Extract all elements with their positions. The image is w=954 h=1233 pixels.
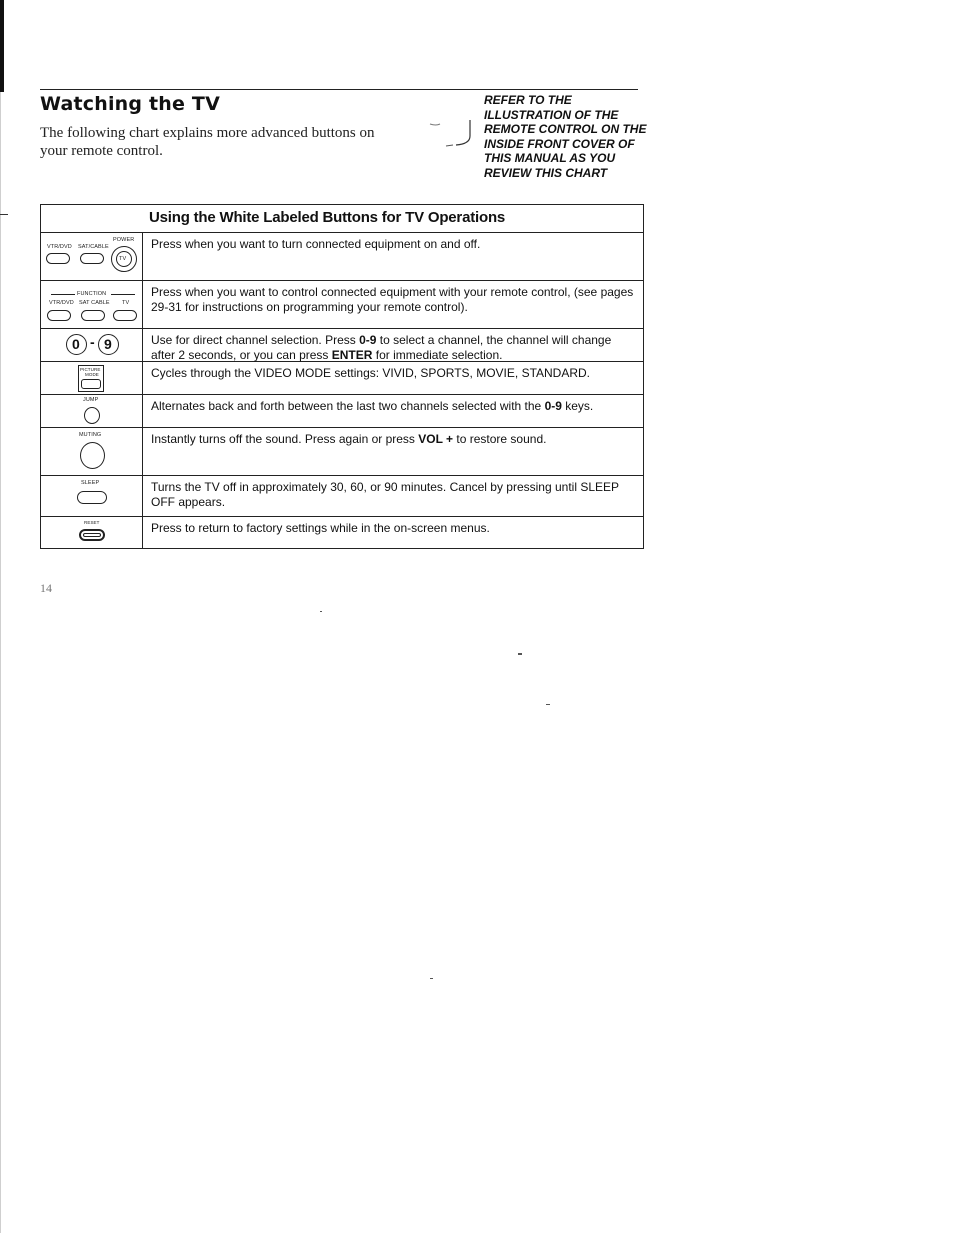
vtr-dvd-function-button[interactable] — [47, 310, 71, 321]
tv-label: TV — [119, 256, 127, 262]
muting-button[interactable] — [80, 442, 105, 469]
reset-label: RESET — [84, 520, 100, 525]
scan-speck — [320, 611, 322, 612]
numbers-desc-key-0-9: 0-9 — [359, 333, 377, 347]
zero-label: 0 — [72, 336, 80, 352]
nine-label: 9 — [104, 336, 112, 352]
muting-desc-text-2: to restore sound. — [453, 432, 547, 446]
tv-power-button[interactable] — [111, 246, 137, 272]
sat-cable-label: SAT/CABLE — [78, 244, 109, 250]
picture-label: PICTURE — [80, 367, 101, 372]
picture-mode-graphic — [41, 362, 143, 394]
vtr-dvd-function-label: VTR/DVD — [49, 300, 74, 306]
scan-speck — [430, 978, 433, 979]
table-row-power — [41, 233, 643, 281]
sleep-label: SLEEP — [81, 480, 100, 486]
jump-button[interactable] — [84, 407, 100, 424]
function-rule-right — [111, 294, 135, 295]
table-row-numbers — [41, 329, 643, 362]
picture-mode-button[interactable] — [81, 379, 101, 389]
table-row-sleep — [41, 476, 643, 517]
sat-cable-function-button[interactable] — [81, 310, 105, 321]
page-edge-mark — [0, 0, 4, 92]
sleep-button-graphic — [41, 476, 143, 516]
jump-desc-text-2: keys. — [561, 399, 594, 413]
power-label: POWER — [113, 237, 135, 243]
reset-button-graphic — [41, 517, 143, 548]
callout-bracket-icon — [426, 118, 476, 150]
function-button-graphic — [41, 281, 143, 328]
sleep-description: Turns the TV off in approximately 30, 60, or 90 minutes. Cancel by pressing until SLEEP OFF appears. — [151, 480, 619, 509]
scan-speck — [518, 653, 522, 655]
muting-label: MUTING — [79, 432, 102, 438]
muting-desc-key-vol: VOL + — [418, 432, 454, 446]
chart-header — [41, 205, 643, 233]
reset-button-inner — [83, 533, 101, 537]
mode-label: MODE — [85, 372, 99, 377]
table-row-function — [41, 281, 643, 329]
numbers-description — [151, 333, 635, 363]
numbers-desc-text-2: to select a channel, the channel will change after 2 seconds, or you can press — [151, 333, 612, 362]
sat-cable-power-button[interactable] — [80, 253, 104, 264]
page-title: Watching the TV — [40, 93, 221, 115]
chart-title: Using the White Labeled Buttons for TV Operations — [149, 209, 506, 226]
function-label: FUNCTION — [77, 291, 107, 297]
scan-speck — [546, 704, 550, 705]
zero-button[interactable] — [66, 334, 87, 355]
muting-description — [151, 432, 635, 447]
callout-note: REFER TO THE ILLUSTRATION OF THE REMOTE CONTROL ON THE INSIDE FRONT COVER OF THIS MANUAL AS YOU REVIEW THIS CHART — [484, 93, 647, 180]
intro-text: The following chart explains more advanced buttons on your remote control. — [40, 125, 375, 159]
numbers-desc-text-3: for immediate selection. — [372, 348, 503, 362]
page-number: 14 — [40, 581, 52, 595]
tv-power-inner-ring — [116, 251, 132, 267]
sleep-button[interactable] — [77, 491, 107, 504]
tv-function-button[interactable] — [113, 310, 137, 321]
number-buttons-graphic — [41, 329, 143, 361]
function-rule-left — [51, 294, 75, 295]
jump-description — [151, 399, 635, 414]
table-row-muting — [41, 428, 643, 476]
buttons-chart — [40, 204, 644, 549]
jump-button-graphic — [41, 395, 143, 427]
jump-label: JUMP — [83, 397, 99, 403]
table-row-jump — [41, 395, 643, 428]
sat-cable-function-label: SAT CABLE — [79, 300, 110, 306]
numbers-desc-text-1: Use for direct channel selection. Press — [151, 333, 360, 347]
jump-desc-text-1: Alternates back and forth between the last two channels selected with the — [151, 399, 545, 413]
table-row-reset — [41, 517, 643, 548]
muting-desc-text-1: Instantly turns off the sound. Press again or press — [151, 432, 419, 446]
table-row-picture-mode — [41, 362, 643, 395]
numbers-desc-key-enter: ENTER — [331, 348, 373, 362]
range-dash: - — [90, 334, 95, 350]
reset-description: Press to return to factory settings while in the on-screen menus. — [151, 521, 490, 535]
vtr-dvd-power-button[interactable] — [46, 253, 70, 264]
page-edge-line — [0, 92, 1, 1233]
margin-tick — [0, 214, 8, 215]
nine-button[interactable] — [98, 334, 119, 355]
tv-function-label: TV — [122, 300, 130, 306]
picture-mode-description: Cycles through the VIDEO MODE settings: VIVID, SPORTS, MOVIE, STANDARD. — [151, 366, 591, 380]
header-rule — [40, 89, 638, 90]
picture-mode-frame — [78, 365, 104, 392]
function-description: Press when you want to control connected equipment with your remote control, (see pages 29-31 for instructions on programming your remote control). — [151, 285, 634, 314]
reset-button[interactable] — [79, 529, 105, 541]
jump-desc-key-0-9: 0-9 — [544, 399, 562, 413]
muting-button-graphic — [41, 428, 143, 475]
power-description: Press when you want to turn connected equipment on and off. — [151, 237, 481, 251]
power-button-graphic — [41, 233, 143, 280]
vtr-dvd-label: VTR/DVD — [47, 244, 72, 250]
